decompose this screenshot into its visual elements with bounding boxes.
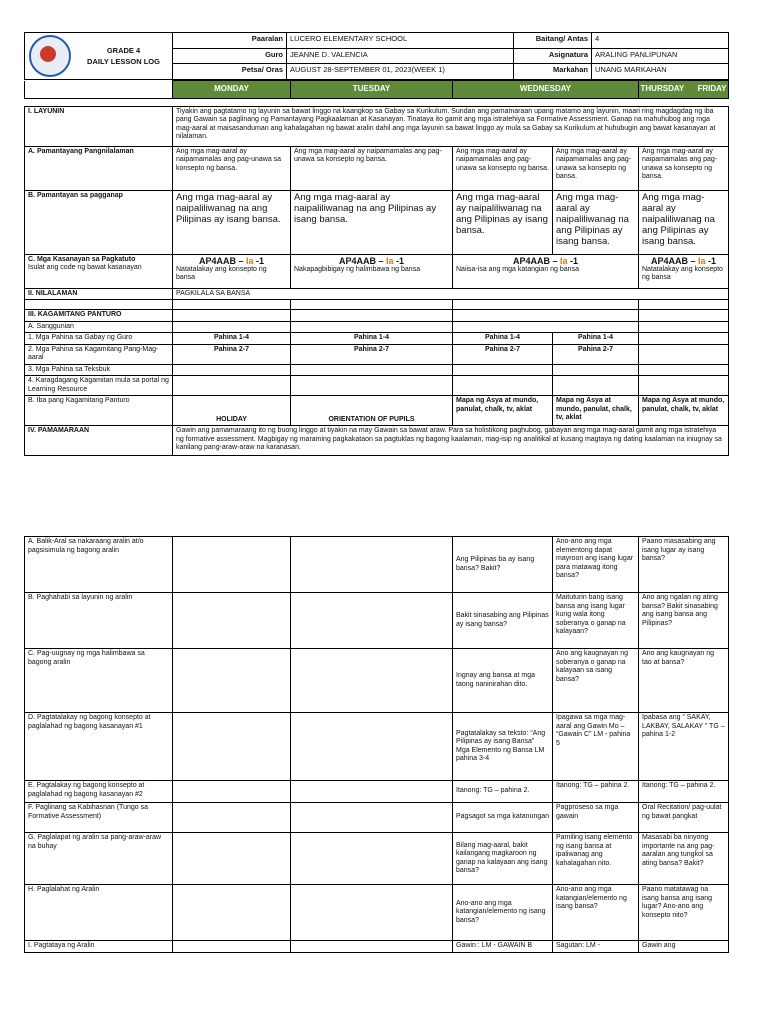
day-tuesday: TUESDAY [291,81,453,99]
procedure-row [25,537,729,593]
procedure-thu: Ipagawa sa mga mag-aaral ang Gawin Mo – “Gawain C” LM - pahina 5 [553,713,639,781]
code-wed: AP4AAB – Ia -1 [512,255,579,266]
kagamitan-thu: Pahina 2-7 [553,344,639,364]
procedure-thu: Sagutan: LM - [553,941,639,953]
procedure-label: A. Balik-Aral sa nakaraang aralin at/o pagsisimula ng bagong aralin [25,537,173,593]
procedure-tue [291,649,453,713]
procedure-wed: Bilang mag-aaral, bakit kailangang magkaroon ng ganap na kalayaan ang isang bansa? [453,833,553,885]
pangnilalaman-fri: Ang mga mag-aaral ay naipamamalas ang pag-unawa sa konsepto ng bansa. [639,146,729,190]
markahan-label: Markahan [514,64,592,80]
procedure-fri: Masasabi ba ninyong importante na ang pag-aaralan ang tungkol sa ating bansa? Bakit? [639,833,729,885]
gabay-tue: Pahina 1-4 [291,333,453,345]
procedure-thu: Maituturin bang isang bansa ang isang lugar kung wala itong soberanya o ganap na kalayaan? [553,593,639,649]
pangnilalaman-thu: Ang mga mag-aaral ay naipamamalas ang pag-unawa sa konsepto ng bansa. [553,146,639,190]
kasanayan-sublabel: Isulat ang code ng bawat kasanayan [28,264,142,271]
procedure-thu: Ano-ano ang mga katangian/elemento ng isang bansa? [553,885,639,941]
procedure-mon [173,941,291,953]
day-thursday-friday [639,81,729,99]
paaralan-label: Paaralan [173,33,287,49]
kasanayan-wed-thu [453,254,639,288]
kasanayan-fri [639,254,729,288]
asignatura-value: ARALING PANLIPUNAN [592,48,729,64]
procedure-row [25,803,729,833]
procedure-wed: Itanong: TG – pahina 2. [453,781,553,803]
procedure-label: F. Paglinang sa Kabihasnan (Tungo sa Formative Assessment) [25,803,173,833]
procedure-tue [291,941,453,953]
procedure-tue [291,537,453,593]
kasanayan-desc-fri: Natatalakay ang konsepto ng bansa [642,265,723,281]
procedure-row [25,713,729,781]
procedure-tue [291,885,453,941]
sanggunian-label: A. Sanggunian [25,321,173,333]
layunin-label: I. LAYUNIN [25,106,173,146]
kagamitan-pages-label: 2. Mga Pahina sa Kagamitang Pang-Mag-aaral [25,344,173,364]
pagganap-mon: Ang mga mag-aaral ay naipaliliwanag na ang Pilipinas ay isang bansa. [173,190,291,254]
procedure-label: B. Paghahabi sa layunin ng aralin [25,593,173,649]
procedure-row [25,649,729,713]
procedure-row [25,833,729,885]
procedure-tue [291,833,453,885]
layunin-text: Tiyakin ang pagtatamo ng layunin sa bawat linggo na kaangkop sa Gabay sa Kurikulum. Sundan ang pamamaraan upang matamo ang layunin, maari ring magdagdag ng iba pang Gawain sa paglinang ng Pamantayang Pagkaalaman at Kasanayan. Tinataya ito gamit ang mga istratehiya sa Formative Assessment. Ganap na mahuhubog ang mga mag-aaral at maisasanduman ang kahalagahan ng bawat aralin dahil ang mga layunin sa bawat linggo ay mula sa Gabay sa Kurikulum at huhubugin ang bawat kasanayan at nilalaman. [173,106,729,146]
gabay-wed: Pahina 1-4 [453,333,553,345]
procedure-wed: Ano-ano ang mga katangian/elemento ng isang bansa? [453,885,553,941]
procedure-wed: Bakit sinasabing ang Pilipinas ay isang bansa? [453,593,553,649]
day-friday: FRIDAY [697,84,727,93]
procedure-label: G. Paglalapat ng aralin sa pang-araw-araw na buhay [25,833,173,885]
pamamaraan-text: Gawin ang pamamaraang ito ng buong linggo at tiyakin na may Gawain sa bawat araw. Para sa holistikong paghubog, gabayan ang mga mag-aaral gamit ang mga istratehiya ng formative assessment. Magbigay ng maraming pagkakataon sa pagtuklas ng bagong kaalaman, mag-isip ng analitikal at kusang magtaya ng dating kaalaman na iniugnay sa kanilang pang-araw-araw na karanasan. [173,426,729,456]
procedure-thu: Pagproseso sa mga gawain [553,803,639,833]
procedure-label: I. Pagtataya ng Aralin [25,941,173,953]
header-logo-cell [25,33,173,80]
lesson-table [24,80,729,147]
materials-fri: Mapa ng Asya at mundo, panulat, chalk, tv, aklat [639,396,729,426]
procedure-tue [291,593,453,649]
markahan-value: UNANG MARKAHAN [592,64,729,80]
procedure-mon [173,649,291,713]
guro-value: JEANNE D. VALENCIA [287,48,514,64]
deped-seal-icon [29,35,71,77]
karagdagang-label: 4. Karagdagang Kagamitan mula sa portal ng Learning Resource [25,376,173,396]
procedure-row [25,593,729,649]
day-thursday: THURSDAY [640,84,685,93]
guro-label: Guro [173,48,287,64]
blank-corner [25,81,173,99]
nilalaman-label: II. NILALAMAN [25,288,173,300]
procedure-tue [291,803,453,833]
procedure-fri: Paano matatawag na isang bansa ang isang lugar? Ano-ano ang konsepto nito? [639,885,729,941]
procedure-wed: Ang Pilipinas ba ay isang bansa? Bakit? [453,537,553,593]
holiday-cell: HOLIDAY [173,396,291,426]
pagganap-label: B. Pamantayan sa pagganap [25,190,173,254]
kasanayan-tue [291,254,453,288]
procedure-tue [291,781,453,803]
pangnilalaman-label: A. Pamantayang Pangnilalaman [25,146,173,190]
pagganap-wed: Ang mga mag-aaral ay naipaliliwanag na ang Pilipinas ay isang bansa. [453,190,553,254]
procedure-fri: Oral Recitation/ pag-uulat ng bawat pangkat [639,803,729,833]
materials-wed: Mapa ng Asya at mundo, panulat, chalk, tv, aklat [453,396,553,426]
day-monday: MONDAY [173,81,291,99]
kasanayan-desc-wed: Naiisa-isa ang mga katangian ng bansa [456,265,579,273]
procedure-row [25,941,729,953]
gabay-label: 1. Mga Pahina sa Gabay ng Guro [25,333,173,345]
teksbuk-label: 3. Mga Pahina sa Teksbuk [25,364,173,376]
code-tue: AP4AAB – Ia -1 [338,255,405,266]
pangnilalaman-mon: Ang mga mag-aaral ay naipamamalas ang pag-unawa sa konsepto ng bansa. [173,146,291,190]
procedure-thu: Itanong: TG – pahina 2. [553,781,639,803]
procedure-mon [173,833,291,885]
code-mon: AP4AAB – Ia -1 [198,255,265,266]
petsa-label: Petsa/ Oras [173,64,287,80]
code-fri: AP4AAB – Ia -1 [650,255,717,266]
procedure-fri: Paano masasabing ang isang lugar ay isang bansa? [639,537,729,593]
procedure-wed: Ingnay ang bansa at mga taong naninirahan dito. [453,649,553,713]
procedure-mon [173,713,291,781]
procedure-table [24,536,729,953]
procedure-thu: Ano-ano ang mga elementong dapat mayroon ang isang lugar para matawag itong bansa? [553,537,639,593]
pagganap-thu: Ang mga mag-aaral ay naipaliliwanag na ang Pilipinas ay isang bansa. [553,190,639,254]
procedure-thu: Pamiling isang elemento ng isang bansa at ipaliwanag ang kahalagahan nito. [553,833,639,885]
kagamitan-wed: Pahina 2-7 [453,344,553,364]
pagganap-tue: Ang mga mag-aaral ay naipaliliwanag na ang Pilipinas ay isang bansa. [291,190,453,254]
procedure-fri: Ipabasa ang “ SAKAY, LAKBAY, SALAKAY ” TG – pahina 1-2 [639,713,729,781]
pagganap-fri: Ang mga mag-aaral ay naipaliliwanag na ang Pilipinas ay isang bansa. [639,190,729,254]
procedure-mon [173,781,291,803]
baitang-value: 4 [592,33,729,49]
log-title: DAILY LESSON LOG [87,57,160,66]
kagamitan-mon: Pahina 2-7 [173,344,291,364]
procedure-fri: Ano ang kaugnayan ng tao at bansa? [639,649,729,713]
procedure-fri: Gawin ang [639,941,729,953]
procedure-fri: Itanong: TG – pahina 2. [639,781,729,803]
procedure-tue [291,713,453,781]
kasanayan-desc-mon: Natatalakay ang konsepto ng bansa [176,265,267,281]
kasanayan-cell [25,254,173,288]
procedure-mon [173,803,291,833]
procedure-label: D. Pagtatalakay ng bagong konsepto at paglalahad ng bagong kasanayan #1 [25,713,173,781]
procedure-mon [173,593,291,649]
pamamaraan-label: IV. PAMAMARAAN [25,426,173,456]
procedure-label: E. Pagtalakay ng bagong konsepto at paglalahad ng bagong kasanayan #2 [25,781,173,803]
kagamitan-tue: Pahina 2-7 [291,344,453,364]
procedure-fri: Ano ang ngalan ng ating bansa? Bakit sinasabing ang isang bansa ang Pilipinas? [639,593,729,649]
pangnilalaman-tue: Ang mga mag-aaral ay naipamamalas ang pag-unawa sa konsepto ng bansa. [291,146,453,190]
procedure-mon [173,885,291,941]
header-table [24,32,729,80]
orientation-cell: ORIENTATION OF PUPILS [291,396,453,426]
petsa-value: AUGUST 28-SEPTEMBER 01, 2023(WEEK 1) [287,64,514,80]
procedure-mon [173,537,291,593]
procedure-wed: Pagsagot sa mga katanungan [453,803,553,833]
pangnilalaman-wed: Ang mga mag-aaral ay naipamamalas ang pag-unawa sa konsepto ng bansa. [453,146,553,190]
kasanayan-desc-tue: Nakapagbibigay ng halimbawa ng bansa [294,265,421,273]
kasanayan-mon [173,254,291,288]
nilalaman-text: PAGKILALA SA BANSA [173,288,729,300]
standards-table [24,146,729,457]
asignatura-label: Asignatura [514,48,592,64]
procedure-row [25,885,729,941]
procedure-label: C. Pag-uugnay ng mga halimbawa sa bagong aralin [25,649,173,713]
gabay-mon: Pahina 1-4 [173,333,291,345]
gabay-thu: Pahina 1-4 [553,333,639,345]
materials-thu: Mapa ng Asya at mundo, panulat, chalk, tv, aklat [553,396,639,426]
procedure-label: H. Paglalahat ng Aralin [25,885,173,941]
procedure-row [25,781,729,803]
day-wednesday: WEDNESDAY [453,81,639,99]
procedure-thu: Ano ang kaugnayan ng soberanya o ganap na kalayaan sa isang bansa? [553,649,639,713]
iba-label: B. Iba pang Kagamitang Panturo [25,396,173,426]
baitang-label: Baitang/ Antas [514,33,592,49]
procedure-wed: Gawin : LM - GAWAIN B [453,941,553,953]
kagamitan-label: III. KAGAMITANG PANTURO [25,310,173,322]
kasanayan-label: C. Mga Kasanayan sa Pagkatuto [28,255,136,263]
paaralan-value: LUCERO ELEMENTARY SCHOOL [287,33,514,49]
grade-label: GRADE 4 [106,46,141,55]
spacer [25,98,729,106]
procedure-wed: Pagtatalakay sa teksto: “Ang Pilipinas ay isang Bansa” Mga Elemento ng Bansa LM pahina 3-4 [453,713,553,781]
